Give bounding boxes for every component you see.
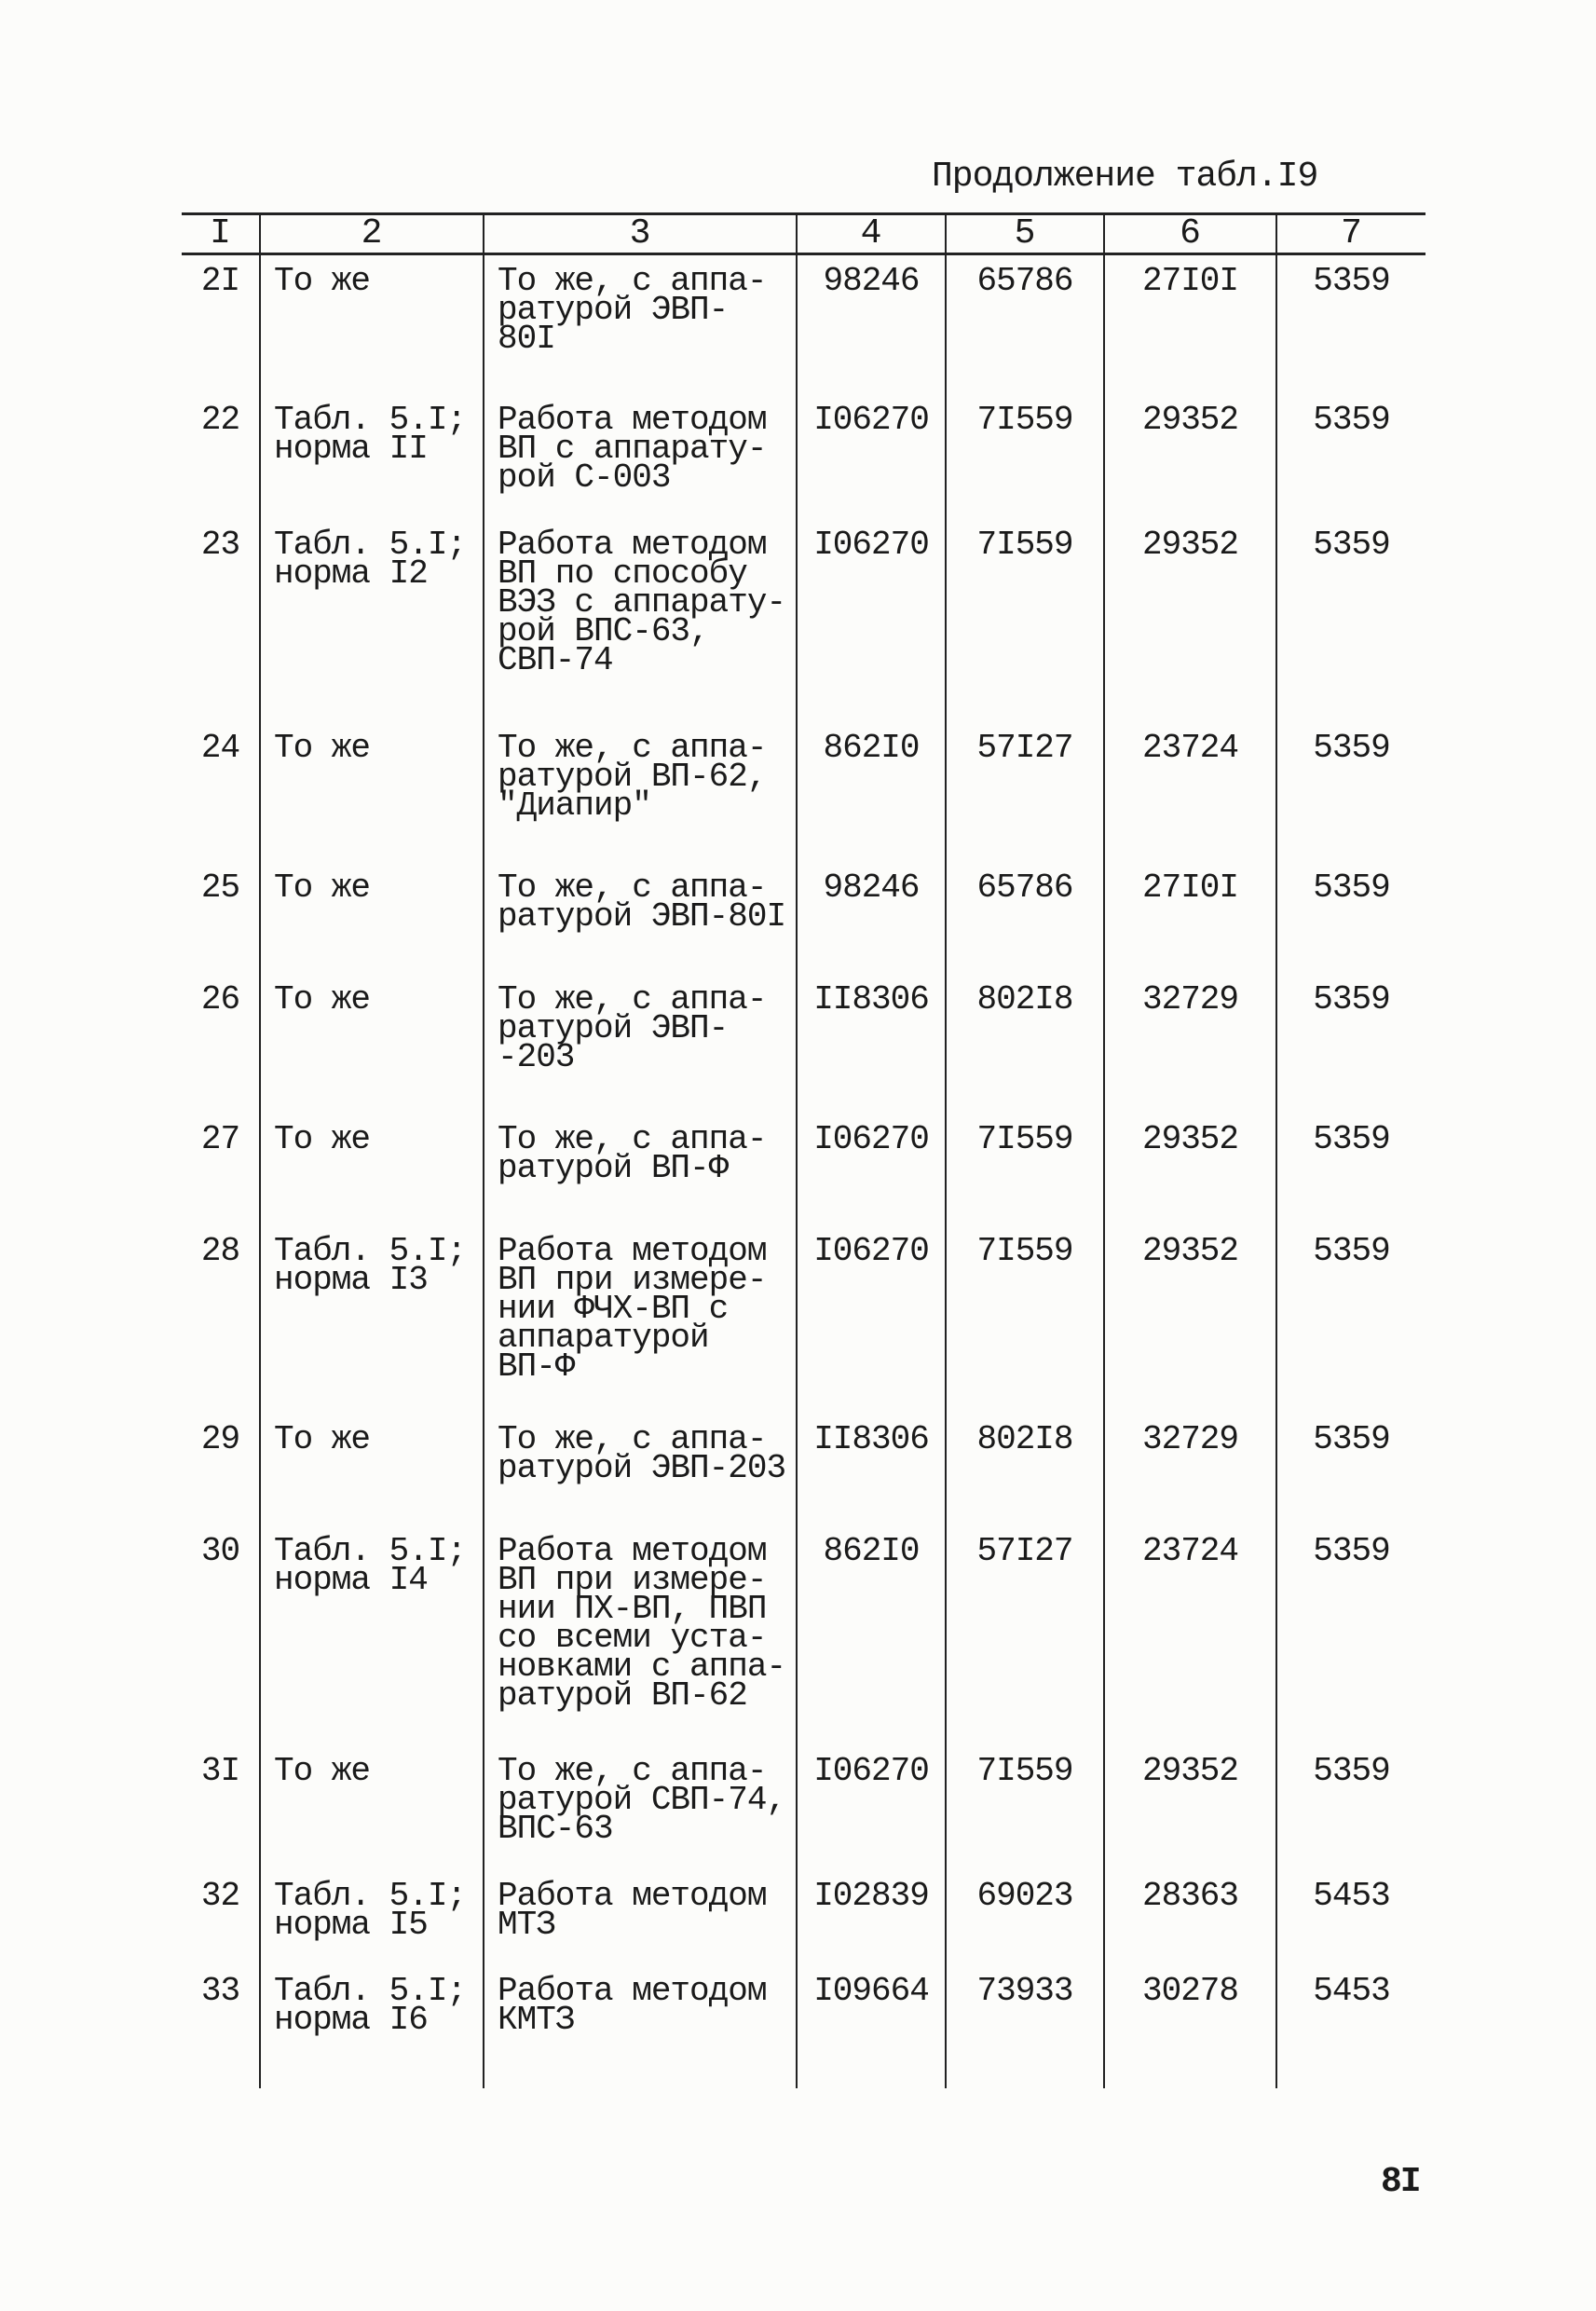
column-header: 7: [1276, 214, 1425, 254]
reference-cell: Табл. 5.I; норма I2: [260, 519, 484, 722]
value-cell-6: 30278: [1104, 1965, 1276, 2055]
value-cell-7: 5359: [1276, 722, 1425, 862]
description-cell: То же, с аппа- ратурой ЭВП- 80I: [484, 254, 797, 394]
row-number-cell: 28: [200, 1231, 240, 1270]
column-header: I: [182, 214, 260, 254]
value-cell-4: 862I0: [797, 722, 946, 862]
value-cell-5: 57I27: [946, 1525, 1104, 1745]
column-header: 2: [260, 214, 484, 254]
reference-cell: Табл. 5.I; норма I4: [260, 1525, 484, 1745]
table-row: [182, 1870, 1425, 1965]
empty-cell: [182, 2055, 260, 2088]
value-cell-5: 57I27: [946, 722, 1104, 862]
value-cell-5: 7I559: [946, 519, 1104, 722]
description-cell: То же, с аппа- ратурой ЭВП-80I: [484, 862, 797, 974]
value-cell-4: I06270: [797, 1225, 946, 1414]
value-cell-7: 5359: [1276, 1745, 1425, 1870]
value-cell-4: I06270: [797, 519, 946, 722]
row-number-cell: 33: [200, 1971, 240, 2010]
header-row: [182, 214, 1425, 254]
description-cell: То же, с аппа- ратурой ЭВП-203: [484, 1414, 797, 1525]
empty-cell: [260, 2055, 484, 2088]
row-number-cell: 26: [200, 979, 240, 1019]
table-row: [182, 1965, 1425, 2055]
table-row: [182, 1525, 1425, 1745]
value-cell-7: 5359: [1276, 1225, 1425, 1414]
table-row: [182, 722, 1425, 862]
value-cell-7: 5453: [1276, 1870, 1425, 1965]
value-cell-5: 802I8: [946, 1414, 1104, 1525]
row-number-cell: 27: [200, 1119, 240, 1158]
table-body: [182, 254, 1425, 2088]
value-cell-7: 5359: [1276, 254, 1425, 394]
value-cell-7: 5453: [1276, 1965, 1425, 2055]
description-cell: Работа методом ВП по способу ВЭЗ с аппарату- рой ВПС-63, СВП-74: [484, 519, 797, 722]
empty-cell: [484, 2055, 797, 2088]
value-cell-7: 5359: [1276, 394, 1425, 519]
table-row: [182, 1745, 1425, 1870]
value-cell-6: 27I0I: [1104, 862, 1276, 974]
value-cell-4: I02839: [797, 1870, 946, 1965]
empty-cell: [797, 2055, 946, 2088]
value-cell-4: 98246: [797, 862, 946, 974]
column-header: 6: [1104, 214, 1276, 254]
description-cell: Работа методом ВП при измере- нии ПХ-ВП, ПВП со всеми уста- новками с аппа- ратурой ВП-62: [484, 1525, 797, 1745]
value-cell-4: I06270: [797, 1745, 946, 1870]
row-number-cell: 3I: [200, 1751, 240, 1790]
value-cell-7: 5359: [1276, 1414, 1425, 1525]
table-row: [182, 974, 1425, 1114]
reference-cell: То же: [260, 1414, 484, 1525]
data-table: [182, 212, 1425, 2088]
table-row: [182, 1414, 1425, 1525]
value-cell-5: 69023: [946, 1870, 1104, 1965]
table-row: [182, 1114, 1425, 1225]
reference-cell: Табл. 5.I; норма II: [260, 394, 484, 519]
row-number-cell: 32: [200, 1876, 240, 1915]
row-number-cell: 29: [200, 1419, 240, 1458]
value-cell-6: 32729: [1104, 974, 1276, 1114]
value-cell-7: 5359: [1276, 1525, 1425, 1745]
value-cell-6: 29352: [1104, 519, 1276, 722]
value-cell-5: 7I559: [946, 1745, 1104, 1870]
empty-cell: [946, 2055, 1104, 2088]
value-cell-4: I06270: [797, 1114, 946, 1225]
column-header: 3: [484, 214, 797, 254]
description-cell: Работа методом КМТЗ: [484, 1965, 797, 2055]
value-cell-6: 29352: [1104, 1225, 1276, 1414]
value-cell-6: 28363: [1104, 1870, 1276, 1965]
row-number-cell: 22: [200, 400, 240, 439]
reference-cell: Табл. 5.I; норма I6: [260, 1965, 484, 2055]
column-header: 4: [797, 214, 946, 254]
value-cell-6: 27I0I: [1104, 254, 1276, 394]
table-caption: Продолжение табл.I9: [932, 157, 1318, 197]
row-number-cell: 30: [200, 1531, 240, 1570]
value-cell-5: 7I559: [946, 1114, 1104, 1225]
table-row: [182, 1225, 1425, 1414]
value-cell-7: 5359: [1276, 974, 1425, 1114]
value-cell-5: 7I559: [946, 1225, 1104, 1414]
description-cell: Работа методом МТЗ: [484, 1870, 797, 1965]
row-number-cell: 25: [200, 868, 240, 907]
table-row: [182, 394, 1425, 519]
column-header: 5: [946, 214, 1104, 254]
table-row: [182, 254, 1425, 394]
reference-cell: Табл. 5.I; норма I3: [260, 1225, 484, 1414]
reference-cell: То же: [260, 254, 484, 394]
value-cell-4: II8306: [797, 1414, 946, 1525]
value-cell-6: 29352: [1104, 394, 1276, 519]
reference-cell: То же: [260, 862, 484, 974]
value-cell-5: 65786: [946, 254, 1104, 394]
reference-cell: То же: [260, 1745, 484, 1870]
table-filler-row: [182, 2055, 1425, 2088]
reference-cell: То же: [260, 722, 484, 862]
value-cell-7: 5359: [1276, 862, 1425, 974]
table-row: [182, 862, 1425, 974]
description-cell: То же, с аппа- ратурой ВП-Ф: [484, 1114, 797, 1225]
description-cell: То же, с аппа- ратурой ВП-62, "Диапир": [484, 722, 797, 862]
value-cell-4: 98246: [797, 254, 946, 394]
value-cell-6: 23724: [1104, 722, 1276, 862]
value-cell-4: 862I0: [797, 1525, 946, 1745]
description-cell: Работа методом ВП при измере- нии ФЧХ-ВП с аппаратурой ВП-Ф: [484, 1225, 797, 1414]
reference-cell: То же: [260, 1114, 484, 1225]
value-cell-5: 73933: [946, 1965, 1104, 2055]
page-number: 8I: [1381, 2162, 1420, 2202]
reference-cell: То же: [260, 974, 484, 1114]
reference-cell: Табл. 5.I; норма I5: [260, 1870, 484, 1965]
description-cell: То же, с аппа- ратурой СВП-74, ВПС-63: [484, 1745, 797, 1870]
value-cell-4: II8306: [797, 974, 946, 1114]
value-cell-6: 32729: [1104, 1414, 1276, 1525]
row-number-cell: 23: [200, 525, 240, 564]
value-cell-5: 65786: [946, 862, 1104, 974]
empty-cell: [1276, 2055, 1425, 2088]
value-cell-4: I06270: [797, 394, 946, 519]
value-cell-4: I09664: [797, 1965, 946, 2055]
empty-cell: [1104, 2055, 1276, 2088]
value-cell-5: 7I559: [946, 394, 1104, 519]
description-cell: Работа методом ВП с аппарату- рой С-003: [484, 394, 797, 519]
value-cell-6: 23724: [1104, 1525, 1276, 1745]
value-cell-6: 29352: [1104, 1745, 1276, 1870]
description-cell: То же, с аппа- ратурой ЭВП- -203: [484, 974, 797, 1114]
value-cell-5: 802I8: [946, 974, 1104, 1114]
value-cell-7: 5359: [1276, 519, 1425, 722]
value-cell-7: 5359: [1276, 1114, 1425, 1225]
row-number-cell: 24: [200, 728, 240, 767]
table-row: [182, 519, 1425, 722]
value-cell-6: 29352: [1104, 1114, 1276, 1225]
row-number-cell: 2I: [200, 262, 240, 300]
